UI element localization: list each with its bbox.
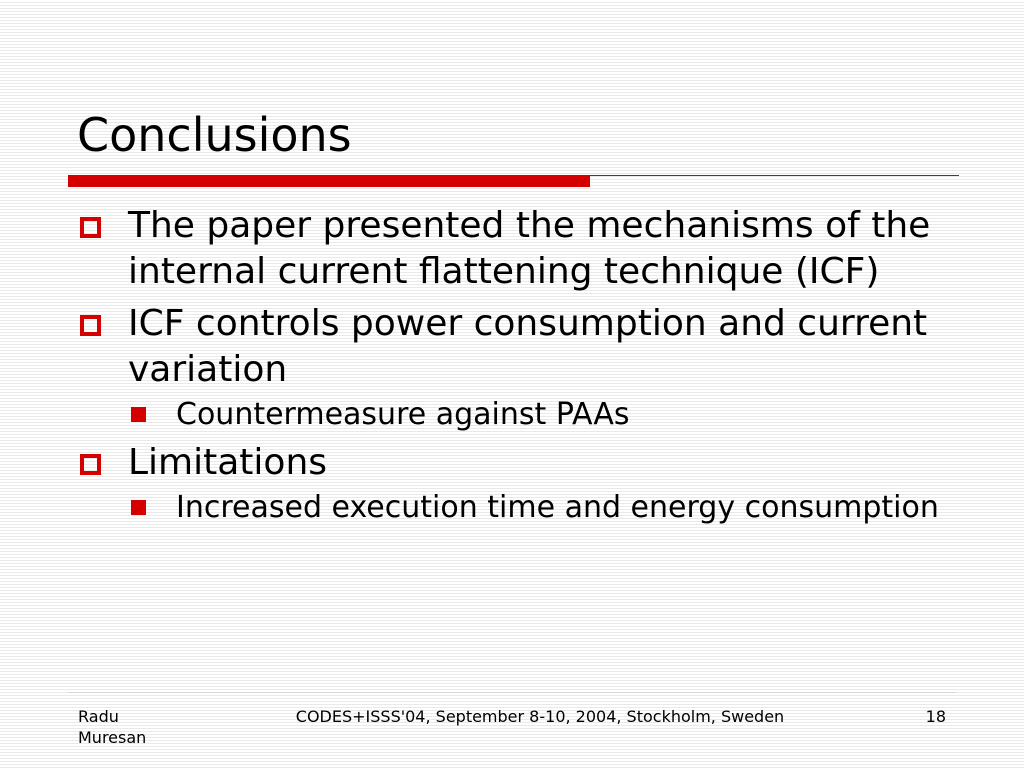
bullet-text: ICF controls power consumption and current variation	[128, 303, 928, 390]
sub-bullet-text: Countermeasure against PAAs	[176, 397, 630, 432]
bullet-text: The paper presented the mechanisms of the internal current flattening technique (ICF)	[128, 205, 931, 292]
bullet-item	[78, 203, 958, 295]
bullet-list	[78, 203, 958, 533]
bullet-item	[78, 440, 958, 486]
filled-square-bullet-icon	[131, 500, 146, 515]
hollow-square-bullet-icon	[80, 315, 101, 336]
filled-square-bullet-icon	[131, 407, 146, 422]
footer-author-last: Muresan	[78, 728, 147, 747]
slide-title: Conclusions	[77, 108, 352, 162]
footer-page-number: 18	[925, 707, 946, 726]
hollow-square-bullet-icon	[80, 217, 101, 238]
bullet-item	[78, 301, 958, 393]
bullet-text: Limitations	[128, 442, 328, 483]
hollow-square-bullet-icon	[80, 454, 101, 475]
sub-bullet-text: Increased execution time and energy consumption	[176, 490, 939, 525]
footer-author-first: Radu	[78, 707, 119, 726]
footer-divider	[68, 692, 956, 693]
sub-bullet-item	[78, 395, 958, 434]
sub-bullet-item	[78, 488, 958, 527]
title-underline-thick	[68, 176, 590, 187]
footer-conference: CODES+ISSS'04, September 8-10, 2004, Stockholm, Sweden	[295, 707, 785, 726]
